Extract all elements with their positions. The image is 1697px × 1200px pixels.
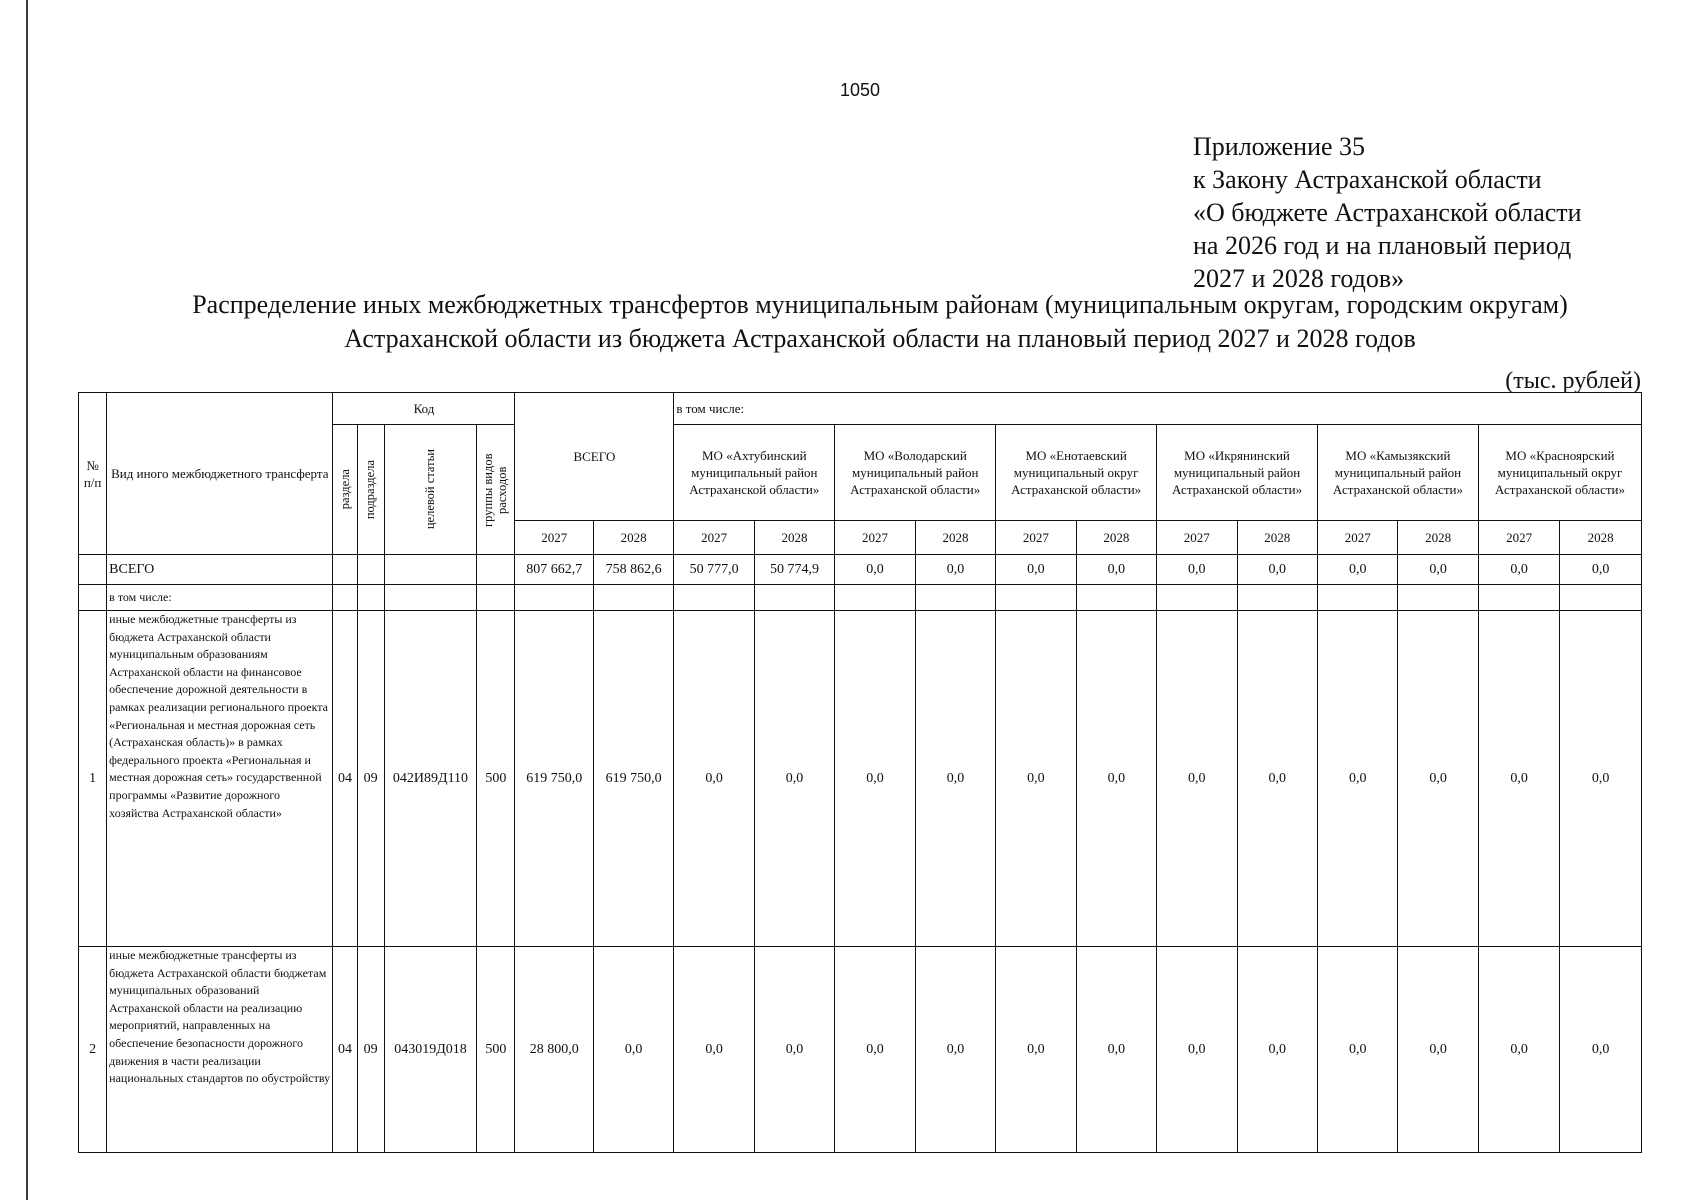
total-cell: 758 862,6: [593, 555, 673, 585]
table-cell: [357, 585, 384, 611]
page-number: 1050: [840, 80, 881, 100]
table-cell: [477, 585, 515, 611]
header-total: ВСЕГО: [515, 393, 674, 521]
table-cell: [515, 585, 593, 611]
table-row-total: [79, 555, 1642, 585]
header-code: Код: [333, 393, 515, 425]
table-cell: [384, 555, 477, 585]
value-cell: 0,0: [1237, 555, 1317, 585]
table-row-including: [79, 585, 1642, 611]
value-cell: 0,0: [1157, 947, 1237, 1153]
table-cell: [1157, 585, 1237, 611]
table-cell: [996, 585, 1076, 611]
value-cell: 0,0: [835, 555, 915, 585]
table-cell: [674, 585, 754, 611]
value-cell: 0,0: [1560, 611, 1642, 947]
value-cell: 0,0: [1237, 947, 1317, 1153]
appendix-line: «О бюджете Астраханской области: [1193, 198, 1582, 227]
value-cell: 0,0: [1076, 947, 1156, 1153]
value-cell: 0,0: [1076, 611, 1156, 947]
table-cell: [1398, 585, 1478, 611]
row-number: 2: [79, 947, 107, 1153]
row-number: 1: [79, 611, 107, 947]
value-cell: 0,0: [1237, 611, 1317, 947]
value-cell: 0,0: [996, 611, 1076, 947]
header-mo-volodarsky: МО «Володарский муниципальный район Астраханской области»: [835, 425, 996, 521]
total-cell: 619 750,0: [515, 611, 593, 947]
year-header: 2028: [1237, 521, 1317, 555]
table-row: [79, 947, 1642, 1153]
row-description: иные межбюджетные трансферты из бюджета Астраханской области муниципальным образованиям Астраханской области на финансовое обеспечение дорожной деятельности в рамках реализации регионального проекта «Региональная и местная дорожная сеть (Астраханская область)» в рамках федерального проекта «Региональная и местная дорожная сеть» государственной программы «Развитие дорожного хозяйства Астраханской области»: [107, 611, 333, 947]
value-cell: 0,0: [754, 947, 834, 1153]
value-cell: 50 774,9: [754, 555, 834, 585]
value-cell: 0,0: [1317, 611, 1397, 947]
table-cell: [1317, 585, 1397, 611]
table-row: [79, 611, 1642, 947]
appendix-line: на 2026 год и на плановый период: [1193, 231, 1572, 260]
value-cell: 0,0: [1560, 947, 1642, 1153]
header-mo-akhtubinsky: МО «Ахтубинский муниципальный район Астраханской области»: [674, 425, 835, 521]
value-cell: 0,0: [1317, 555, 1397, 585]
table-cell: [79, 585, 107, 611]
header-target-text: целевой статьи: [422, 449, 437, 530]
header-transfer-type: Вид иного межбюджетного трансферта: [107, 393, 333, 555]
table-cell: [835, 585, 915, 611]
total-cell: 807 662,7: [515, 555, 593, 585]
header-row-1: [79, 393, 1642, 425]
value-cell: 0,0: [1317, 947, 1397, 1153]
header-razdel-text: раздела: [337, 469, 352, 510]
row-description: иные межбюджетные трансферты из бюджета Астраханской области бюджетам муниципальных образований Астраханской области на реализацию мероприятий, направленных на обеспечение безопасности дорожного движения в части реализации национальных стандартов по обустройству: [107, 947, 333, 1153]
table-cell: [593, 585, 673, 611]
year-header: 2028: [754, 521, 834, 555]
value-cell: 0,0: [1560, 555, 1642, 585]
year-header: 2028: [1560, 521, 1642, 555]
header-group-text: группы видов расходов: [480, 452, 509, 527]
header-mo-krasnoyarsky: МО «Красноярский муниципальный округ Астраханской области»: [1478, 425, 1641, 521]
table-cell: [1076, 585, 1156, 611]
value-cell: 0,0: [1398, 611, 1478, 947]
document-title: [120, 288, 1640, 356]
table-cell: [1478, 585, 1559, 611]
value-cell: 0,0: [1398, 947, 1478, 1153]
value-cell: 0,0: [1478, 555, 1559, 585]
value-cell: 0,0: [1478, 947, 1559, 1153]
year-header: 2027: [1317, 521, 1397, 555]
unit-label: (тыс. рублей): [1505, 368, 1641, 394]
total-cell: 0,0: [593, 947, 673, 1153]
year-header: 2027: [996, 521, 1076, 555]
code-group: 500: [477, 947, 515, 1153]
year-header: 2027: [1157, 521, 1237, 555]
year-header: 2028: [915, 521, 995, 555]
code-podrazdel: 09: [357, 947, 384, 1153]
value-cell: 50 777,0: [674, 555, 754, 585]
header-mo-ikryaninsky: МО «Икрянинский муниципальный район Астраханской области»: [1157, 425, 1318, 521]
value-cell: 0,0: [835, 947, 915, 1153]
value-cell: 0,0: [1076, 555, 1156, 585]
table-cell: [1237, 585, 1317, 611]
value-cell: 0,0: [915, 611, 995, 947]
appendix-line: Приложение 35: [1193, 132, 1366, 161]
title-line-2: Астраханской области из бюджета Астраханской области на плановый период 2027 и 2028 годов: [344, 324, 1416, 353]
header-mo-kamyzyaksky: МО «Камызякский муниципальный район Астраханской области»: [1317, 425, 1478, 521]
table-cell: [333, 585, 357, 611]
table-cell: [915, 585, 995, 611]
header-podrazdel: [357, 425, 384, 555]
appendix-heading: [1193, 130, 1582, 295]
total-row-label: ВСЕГО: [107, 555, 333, 585]
year-header: 2027: [515, 521, 593, 555]
value-cell: 0,0: [996, 555, 1076, 585]
code-target: 043019Д018: [384, 947, 477, 1153]
value-cell: 0,0: [915, 947, 995, 1153]
code-group: 500: [477, 611, 515, 947]
scan-margin-line: [26, 0, 28, 1200]
value-cell: 0,0: [1157, 555, 1237, 585]
year-header: 2027: [674, 521, 754, 555]
table-cell: [357, 555, 384, 585]
table-cell: [384, 585, 477, 611]
table-cell: [1560, 585, 1642, 611]
header-num: № п/п: [79, 393, 107, 555]
value-cell: 0,0: [1157, 611, 1237, 947]
value-cell: 0,0: [754, 611, 834, 947]
header-razdel: [333, 425, 357, 555]
value-cell: 0,0: [674, 947, 754, 1153]
header-group: [477, 425, 515, 555]
code-podrazdel: 09: [357, 611, 384, 947]
value-cell: 0,0: [1398, 555, 1478, 585]
header-target: [384, 425, 477, 555]
total-cell: 619 750,0: [593, 611, 673, 947]
table-cell: [477, 555, 515, 585]
header-podrazdel-text: подраздела: [363, 459, 378, 520]
table-cell: [333, 555, 357, 585]
year-header: 2028: [1398, 521, 1478, 555]
transfers-table: [78, 392, 1642, 1153]
value-cell: 0,0: [996, 947, 1076, 1153]
appendix-line: к Закону Астраханской области: [1193, 165, 1542, 194]
total-cell: 28 800,0: [515, 947, 593, 1153]
year-header: 2027: [835, 521, 915, 555]
appendix-line: 2027 и 2028 годов»: [1193, 264, 1405, 293]
value-cell: 0,0: [835, 611, 915, 947]
table-cell: [79, 555, 107, 585]
value-cell: 0,0: [1478, 611, 1559, 947]
year-header: 2027: [1478, 521, 1559, 555]
year-header: 2028: [1076, 521, 1156, 555]
header-mo-enotaevsky: МО «Енотаевский муниципальный округ Астраханской области»: [996, 425, 1157, 521]
year-header: 2028: [593, 521, 673, 555]
title-line-1: Распределение иных межбюджетных трансфертов муниципальным районам (муниципальным округам, городским округам): [192, 290, 1568, 319]
code-razdel: 04: [333, 611, 357, 947]
code-razdel: 04: [333, 947, 357, 1153]
value-cell: 0,0: [915, 555, 995, 585]
value-cell: 0,0: [674, 611, 754, 947]
including-label: в том числе:: [107, 585, 333, 611]
table-cell: [754, 585, 834, 611]
code-target: 042И89Д110: [384, 611, 477, 947]
header-including: в том числе:: [674, 393, 1642, 425]
